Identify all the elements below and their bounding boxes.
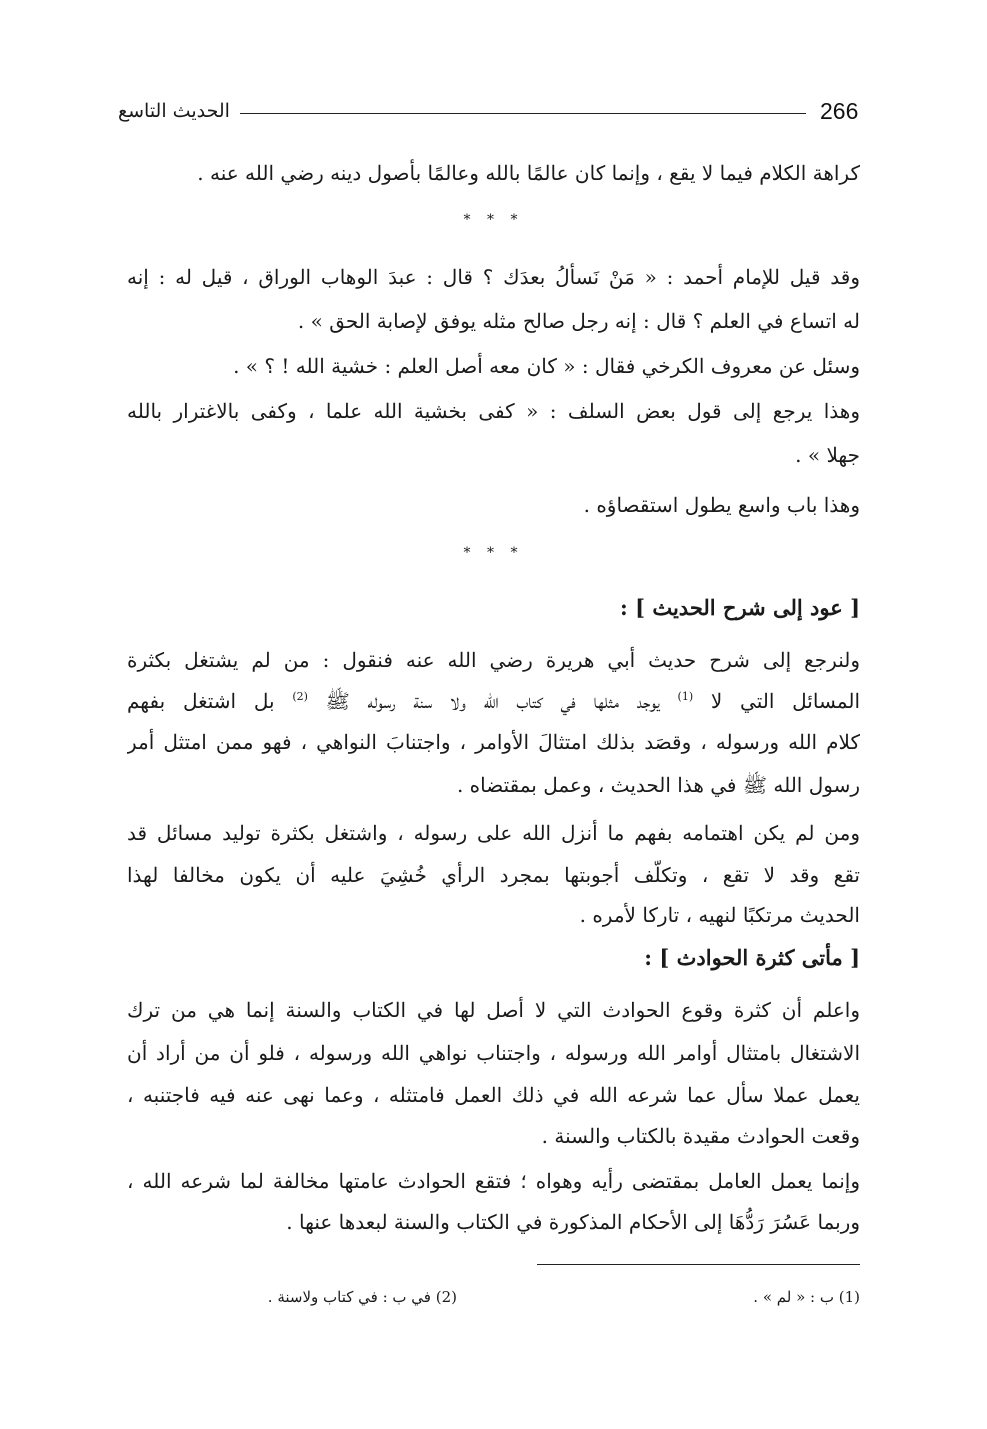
text-line: وقد قيل للإمام أحمد : « مَنْ نَسأَلُ بعدَك ؟ قال : عبدَ الوهاب الوراق ، قيل له : إنه [127, 265, 860, 289]
text-fragment: بل اشتغل بفهم [127, 689, 275, 713]
footnote-rule [537, 1264, 860, 1265]
footnote: (2) في ب : في كتاب ولاسنة . [267, 1288, 457, 1306]
text-line: يعمل عملا سأل عما شرعه الله في ذلك العمل فامتثله ، وعما نهى عنه فيه فاجتنبه ، [127, 1083, 860, 1107]
text-line: الحديث مرتكبًا لنهيه ، تاركا لأمره . [579, 903, 860, 927]
text-line: كلام الله ورسوله ، وقصَد بذلك امتثالَ الأوامر ، واجتنابَ النواهي ، فهو ممن امتثل أمر [127, 730, 860, 754]
heading-open-bracket: [ [850, 945, 860, 970]
footnote-ref[interactable]: (1) [677, 690, 694, 703]
header-rule [240, 113, 806, 114]
text-line: تقع وقد لا تقع ، وتكلَّف أجوبتها بمجرد الرأي خُشِيَ عليه أن يكون مخالفا لهذا [127, 863, 860, 887]
heading-text: مأتى كثرة الحوادث [676, 945, 843, 970]
text-line: جهلا » . [795, 443, 860, 467]
text-line: كراهة الكلام فيما لا يقع ، وإنما كان عالمًا بالله وعالمًا بأصول دينه رضي الله عنه . [197, 161, 860, 185]
footnote: (1) ب : « لم » . [753, 1288, 860, 1306]
footnote-ref[interactable]: (2) [292, 690, 308, 703]
heading-close-bracket: ] : [620, 595, 646, 620]
section-ornament: * * * [463, 545, 524, 561]
text-line: الاشتغال بامتثال أوامر الله ورسوله ، واجتناب نواهي الله ورسوله ، فلو أن من أراد أن [127, 1041, 860, 1065]
text-line: وهذا باب واسع يطول استقصاؤه . [583, 493, 860, 517]
text-line: له اتساع في العلم ؟ قال : إنه رجل صالح مثله يوفق لإصابة الحق » . [297, 309, 860, 333]
text-line: وربما عَسُرَ رَدُّهَا إلى الأحكام المذكورة في الكتاب والسنة لبعدها عنها . [286, 1210, 860, 1234]
text-line: وإنما يعمل العامل بمقتضى رأيه وهواه ؛ فتقع الحوادث عامتها مخالفة لما شرعه الله ، [127, 1169, 860, 1193]
text-line: ولنرجع إلى شرح حديث أبي هريرة رضي الله عنه فنقول : من لم يشتغل بكثرة [127, 648, 860, 672]
text-fragment: يوجد مثلها في كتاب الله ولا سنة رسوله ﷺ [325, 689, 660, 713]
text-line [127, 686, 860, 716]
heading-text: عود إلى شرح الحديث [652, 595, 843, 620]
heading-open-bracket: [ [850, 595, 860, 620]
heading-close-bracket: ] : [644, 945, 670, 970]
text-line: ومن لم يكن اهتمامه بفهم ما أنزل الله على رسوله ، واشتغل بكثرة توليد مسائل قد [127, 821, 860, 845]
text-line: واعلم أن كثرة وقوع الحوادث التي لا أصل لها في الكتاب والسنة إنما هي من ترك [127, 998, 860, 1022]
text-line: رسول الله ﷺ في هذا الحديث ، وعمل بمقتضاه . [456, 773, 860, 797]
page-header [118, 94, 858, 134]
text-line: وهذا يرجع إلى قول بعض السلف : « كفى بخشية الله علما ، وكفى بالاغترار بالله [127, 399, 860, 423]
page-number: 266 [820, 98, 859, 124]
section-heading [644, 942, 860, 974]
text-line: وقعت الحوادث مقيدة بالكتاب والسنة . [541, 1124, 860, 1148]
running-title: الحديث التاسع [118, 100, 230, 122]
section-ornament: * * * [463, 212, 524, 228]
text-line: وسئل عن معروف الكرخي فقال : « كان معه أصل العلم : خشية الله ! ؟ » . [233, 354, 860, 378]
section-heading [620, 592, 860, 624]
text-fragment: المسائل التي لا [710, 689, 860, 713]
